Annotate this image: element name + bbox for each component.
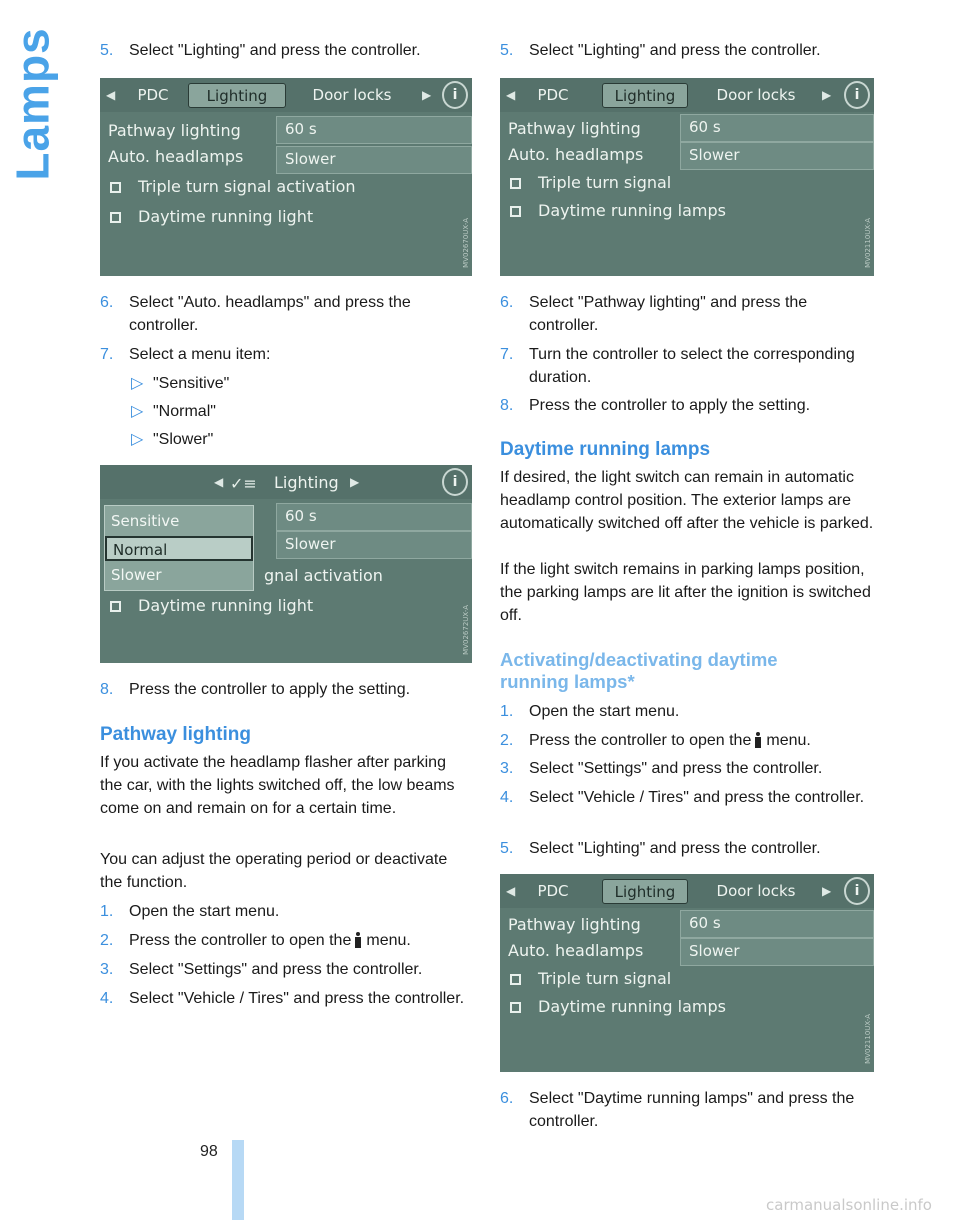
info-icon: i — [442, 81, 468, 109]
info-icon: i — [442, 468, 468, 496]
list-item: ▷ "Sensitive" — [131, 375, 230, 392]
checkbox-icon — [110, 212, 121, 223]
checkbox-label: Daytime running light — [138, 207, 314, 226]
arrow-right-icon: ▶ — [822, 884, 832, 898]
list-item: ▷ "Normal" — [131, 403, 216, 420]
watermark: carmanualsonline.info — [766, 1196, 932, 1214]
value-box: Slower — [276, 146, 472, 174]
step: 6. Select "Auto. headlamps" and press the controller. — [100, 294, 411, 334]
menu-title: Lighting — [274, 473, 339, 492]
step: 3. Select "Settings" and press the controller. — [500, 760, 823, 777]
step: 1. Open the start menu. — [500, 703, 680, 720]
value-box: 60 s — [276, 116, 472, 144]
row-label: Pathway lighting — [508, 119, 641, 138]
paragraph: If desired, the light switch can remain in automatic headlamp control position. The exterior lamps are automatically switched off after the vehicle is parked. — [500, 469, 874, 532]
checkbox-label: Daytime running lamps — [538, 997, 726, 1016]
value-box: Slower — [680, 938, 874, 966]
step: 4. Select "Vehicle / Tires" and press the controller. — [100, 990, 465, 1007]
step: 5. Select "Lighting" and press the controller. — [500, 840, 821, 857]
tab-pdc: PDC — [537, 882, 569, 900]
checkbox-icon — [110, 601, 121, 612]
page-number: 98 — [200, 1143, 218, 1160]
step: 4. Select "Vehicle / Tires" and press the controller. — [500, 789, 865, 806]
tab-door-locks: Door locks — [716, 86, 796, 104]
value-box: 60 s — [680, 114, 874, 142]
arrow-right-icon: ▶ — [822, 88, 832, 102]
paragraph: If you activate the headlamp flasher after parking the car, with the lights switched off, the low beams come on and remain on for a certain time. — [100, 754, 455, 817]
info-icon: i — [844, 877, 870, 905]
step: 1. Open the start menu. — [100, 903, 280, 920]
step: 8. Press the controller to apply the setting. — [500, 397, 811, 414]
checkbox-label: Triple turn signal activation — [138, 177, 356, 196]
row-label: gnal activation — [264, 566, 383, 585]
popup-menu — [104, 505, 254, 591]
page-marker-bar — [232, 1140, 244, 1220]
arrow-left-icon: ◀ — [106, 88, 116, 102]
value-box: Slower — [276, 531, 472, 559]
value-box: Slower — [680, 142, 874, 170]
row-label: Auto. headlamps — [508, 145, 644, 164]
section-title: Lamps — [7, 27, 60, 181]
row-label: Auto. headlamps — [108, 147, 244, 166]
step: 5. Select "Lighting" and press the controller. — [500, 42, 821, 59]
image-ref: MV02672UX-A — [462, 605, 470, 655]
subheading-activating: Activating/deactivating daytime running lamps* — [500, 649, 778, 692]
list-item: ▷ "Slower" — [131, 431, 214, 448]
tab-lighting: Lighting — [602, 879, 688, 904]
arrow-left-icon: ◀ — [506, 884, 516, 898]
step: 2. Press the controller to open the menu. — [100, 932, 411, 949]
menu-item: Slower — [111, 566, 162, 584]
step: 7. Turn the controller to select the corresponding duration. — [500, 346, 855, 386]
arrow-left-icon: ◀ — [506, 88, 516, 102]
tab-pdc: PDC — [137, 86, 169, 104]
lamp-icon: ✓≡ — [230, 474, 257, 493]
screenshot-lighting-menu — [500, 874, 874, 1072]
info-i-icon — [753, 732, 763, 748]
checkbox-icon — [110, 182, 121, 193]
checkbox-icon — [510, 206, 521, 217]
checkbox-icon — [510, 178, 521, 189]
step: 6. Select "Pathway lighting" and press the controller. — [500, 294, 808, 334]
checkbox-icon — [510, 1002, 521, 1013]
screenshot-lighting-menu — [100, 78, 472, 276]
menu-item-selected: Normal — [105, 536, 253, 561]
tab-pdc: PDC — [537, 86, 569, 104]
image-ref: MV02110UX-A — [864, 1014, 872, 1064]
arrow-right-icon: ▶ — [350, 475, 360, 489]
image-ref: MV02670UX-A — [462, 218, 470, 268]
tab-lighting: Lighting — [188, 83, 286, 108]
step: 8. Press the controller to apply the setting. — [100, 681, 411, 698]
arrow-left-icon: ◀ — [214, 475, 224, 489]
row-label: Pathway lighting — [108, 121, 241, 140]
paragraph: If the light switch remains in parking lamps position, the parking lamps are lit after the ignition is switched off. — [500, 561, 871, 624]
tab-door-locks: Door locks — [312, 86, 392, 104]
value-box: 60 s — [276, 503, 472, 531]
screenshot-lighting-menu — [500, 78, 874, 276]
menu-item: Sensitive — [111, 512, 180, 530]
screenshot-auto-headlamps — [100, 465, 472, 663]
tab-lighting: Lighting — [602, 83, 688, 108]
step: 3. Select "Settings" and press the controller. — [100, 961, 423, 978]
arrow-right-icon: ▶ — [422, 88, 432, 102]
step: 7. Select a menu item: — [100, 346, 271, 363]
step: 5. Select "Lighting" and press the controller. — [100, 42, 421, 59]
step: 2. Press the controller to open the menu. — [500, 732, 811, 749]
checkbox-label: Daytime running lamps — [538, 201, 726, 220]
step: 6. Select "Daytime running lamps" and press the controller. — [500, 1090, 855, 1130]
heading-pathway-lighting: Pathway lighting — [100, 724, 251, 745]
info-i-icon — [353, 932, 363, 948]
info-icon: i — [844, 81, 870, 109]
row-label: Pathway lighting — [508, 915, 641, 934]
tab-door-locks: Door locks — [716, 882, 796, 900]
value-box: 60 s — [680, 910, 874, 938]
checkbox-label: Triple turn signal — [538, 969, 672, 988]
heading-daytime-running-lamps: Daytime running lamps — [500, 439, 711, 460]
checkbox-label: Triple turn signal — [538, 173, 672, 192]
checkbox-label: Daytime running light — [138, 596, 314, 615]
paragraph: You can adjust the operating period or deactivate the function. — [100, 851, 448, 891]
image-ref: MV02110UX-A — [864, 218, 872, 268]
row-label: Auto. headlamps — [508, 941, 644, 960]
checkbox-icon — [510, 974, 521, 985]
